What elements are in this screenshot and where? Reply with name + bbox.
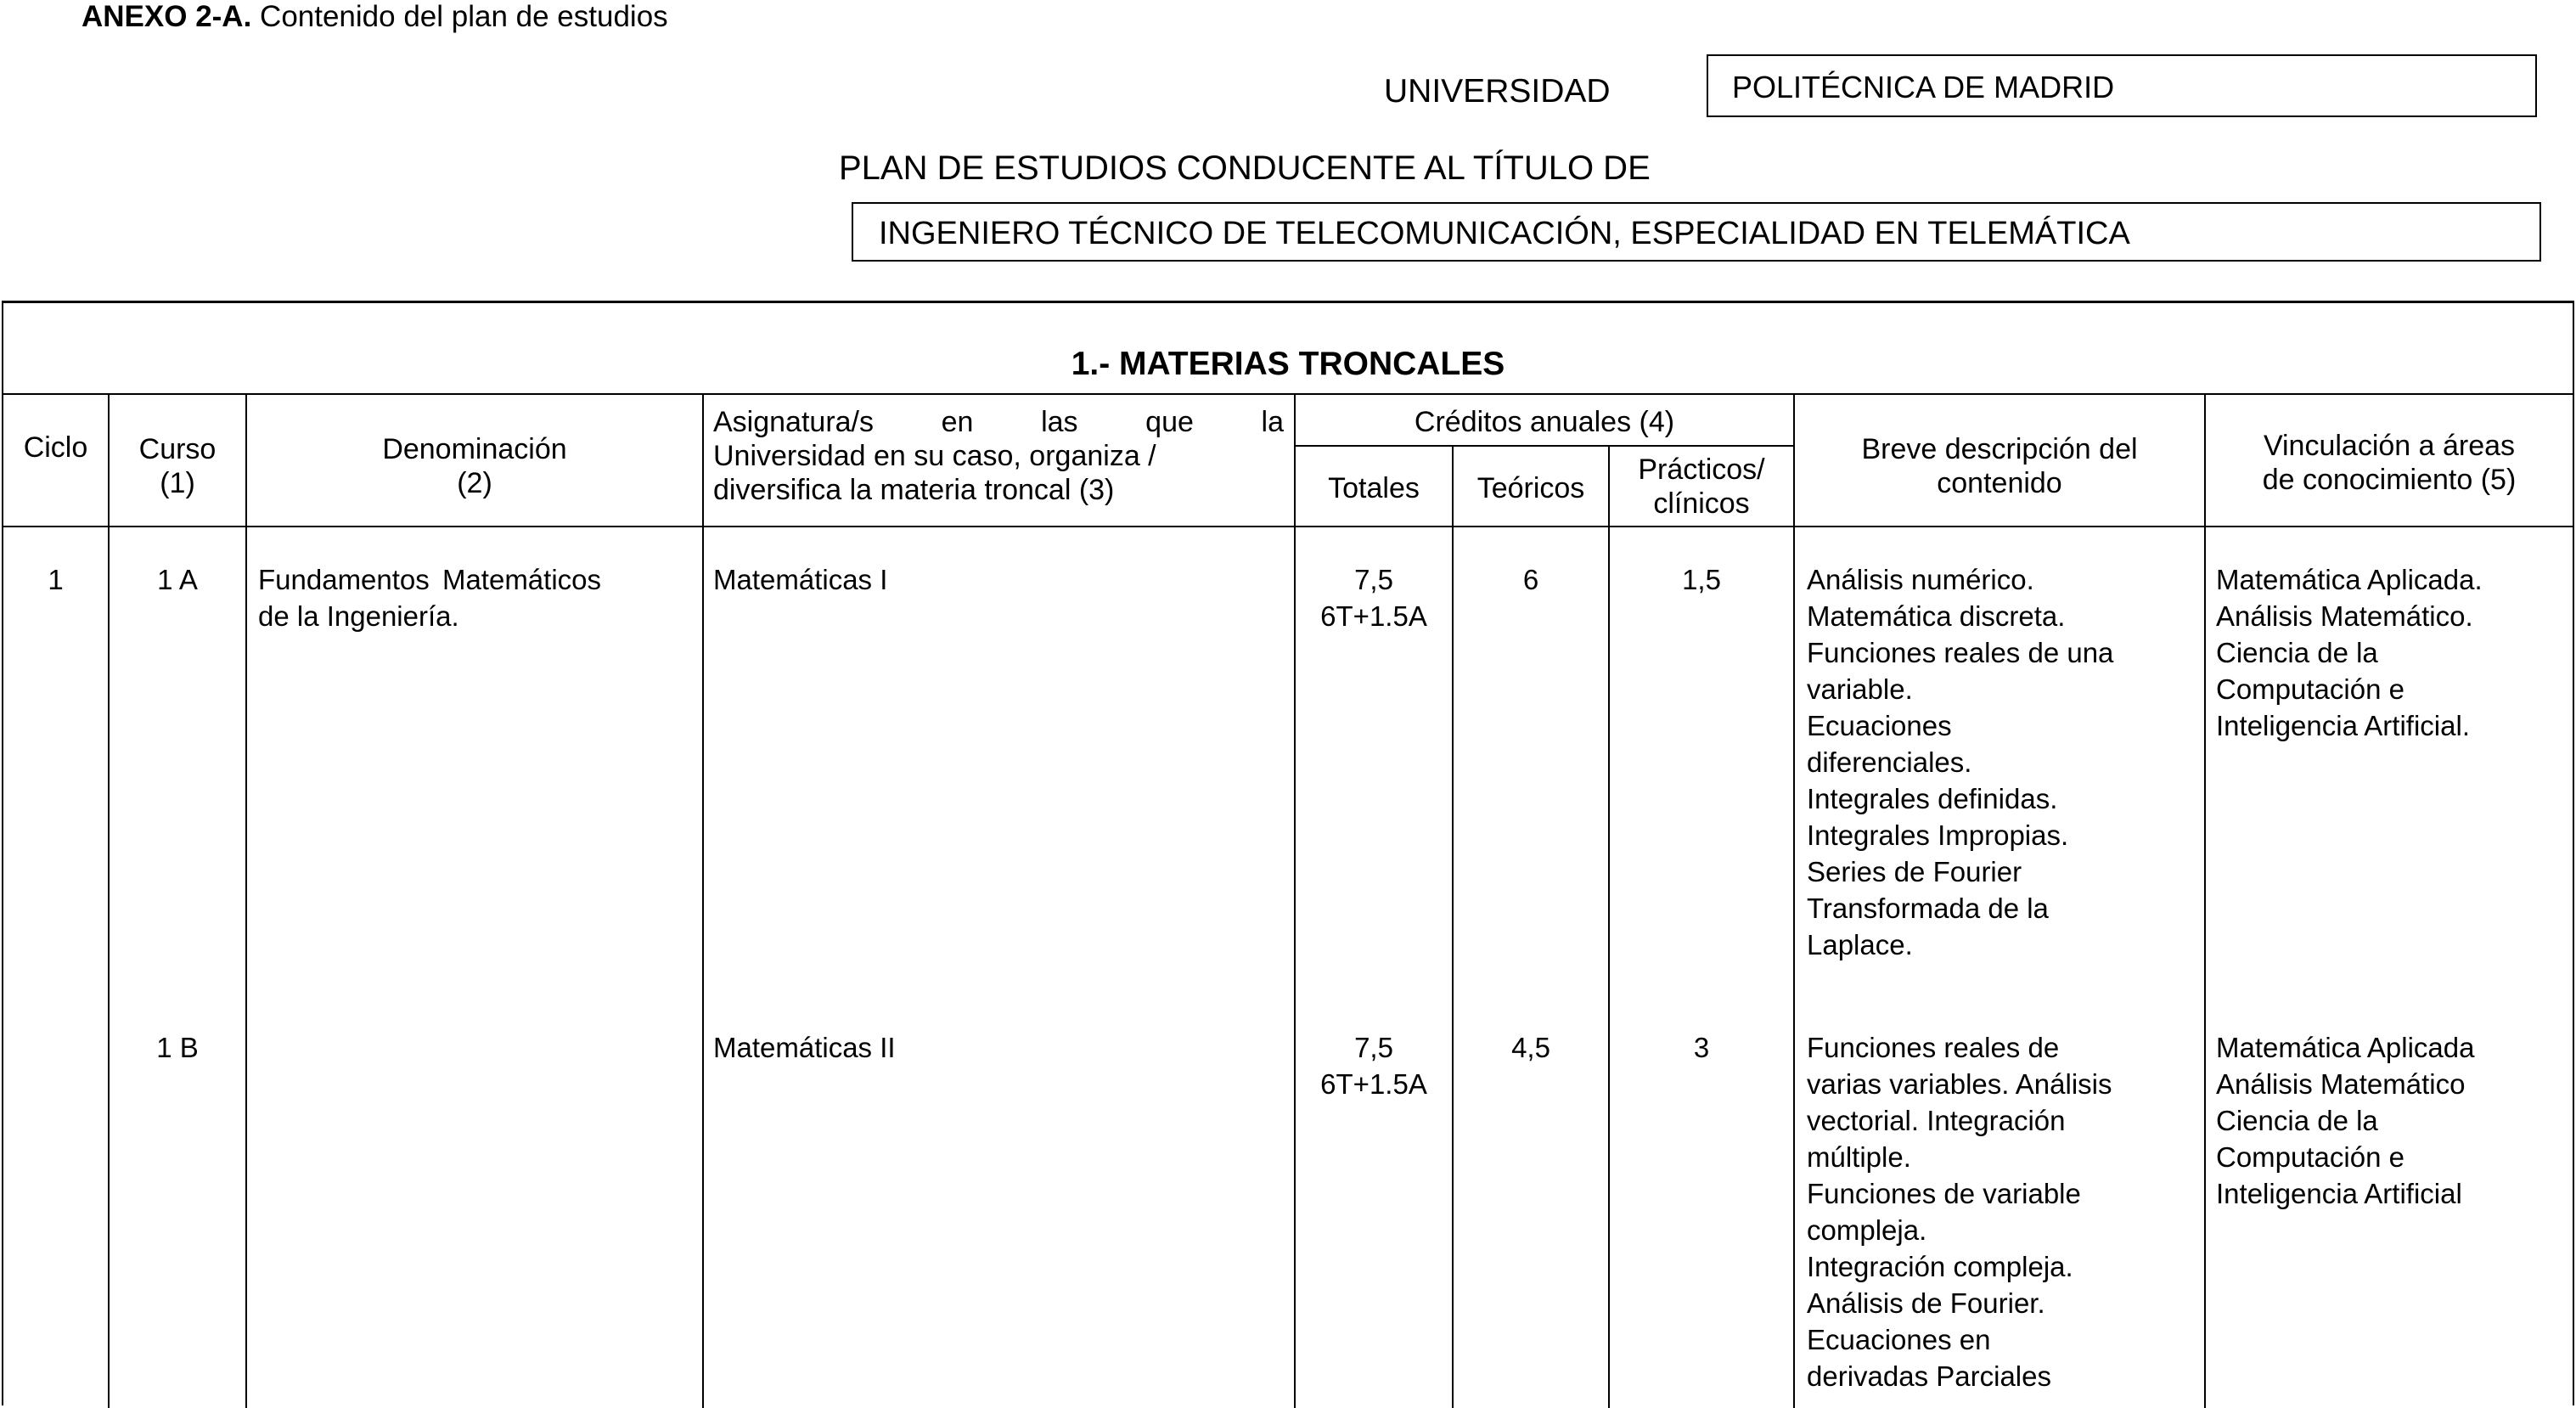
degree-value: INGENIERO TÉCNICO DE TELECOMUNICACIÓN, ESPECIALIDAD EN TELEMÁTICA [879,216,2130,251]
header-asignatura-word: la [1261,406,1284,438]
description-line: Ecuaciones [1807,710,1952,741]
description-line: compleja. [1807,1214,1927,1246]
row2-asignatura: Matemáticas II [713,1032,896,1063]
header-ciclo: Ciclo [23,431,88,464]
degree-field [852,202,2541,262]
header-descripcion-line2: contenido [1937,467,2062,499]
row1-curso: 1 A [157,564,198,595]
description-line: Análisis numérico. [1807,564,2034,595]
row1-practicos: 1,5 [1682,564,1721,595]
header-curso [110,432,245,500]
area-line: Computación e [2216,673,2404,705]
university-field [1707,54,2537,117]
header-asignatura-line2: Universidad en su caso, organiza / [713,440,1156,472]
description-line: Funciones de variable [1807,1178,2081,1209]
annex-number: ANEXO 2-A. [82,0,252,33]
description-line: Funciones reales de [1807,1032,2060,1063]
header-totales: Totales [1328,472,1420,504]
header-asignatura-line3: diversifica la materia troncal (3) [713,474,1115,506]
description-line: diferenciales. [1807,746,1972,778]
area-line: Computación e [2216,1141,2404,1173]
header-descripcion [1795,432,2204,500]
troncales-table [2,301,2574,1405]
header-denominacion [247,432,702,500]
description-line: Laplace. [1807,929,1913,960]
row1-descripcion [1807,561,2202,963]
description-line: variable. [1807,673,1913,705]
description-line: Funciones reales de una [1807,637,2114,668]
row1-vinculacion [2216,561,2573,744]
area-line: Análisis Matemático [2216,1068,2466,1100]
row1-ciclo: 1 [48,564,64,595]
section-title-text: 1.- MATERIAS TRONCALES [1071,346,1505,382]
table-divider [3,526,2573,527]
table-divider [3,393,2573,395]
header-asignatura-word: en [941,406,974,438]
description-line: derivadas Parciales [1807,1360,2051,1392]
header-asignatura [713,405,1284,507]
plan-label: PLAN DE ESTUDIOS CONDUCENTE AL TÍTULO DE [839,149,1651,187]
description-line: Análisis de Fourier. [1807,1287,2045,1319]
description-line: vectorial. Integración [1807,1105,2066,1136]
annex-subtitle: Contenido del plan de estudios [251,0,668,33]
header-vinculacion-line2: de conocimiento (5) [2262,464,2517,496]
university-value: POLITÉCNICA DE MADRID [1732,70,2115,104]
column-divider [1294,393,1296,1408]
row2-practicos: 3 [1693,1032,1710,1063]
row1-asignatura: Matemáticas I [713,564,888,595]
description-line: Series de Fourier [1807,856,2022,887]
area-line: Inteligencia Artificial [2216,1178,2462,1209]
area-line: Matemática Aplicada [2216,1032,2475,1063]
section-title [3,346,2573,383]
row2-totales-value: 7,5 [1354,1032,1393,1063]
area-line: Análisis Matemático. [2216,600,2473,632]
header-vinculacion-line1: Vinculación a áreas [2263,430,2516,462]
row2-totales-breakdown: 6T+1.5A [1320,1068,1427,1100]
header-practicos-line1: Prácticos/ [1638,453,1765,486]
header-practicos [1610,453,1793,521]
header-curso-line2: (1) [160,467,195,499]
description-line: Integración compleja. [1807,1251,2073,1282]
row1-teoricos: 6 [1522,564,1539,595]
annex-title [82,0,668,34]
row1-totales-value: 7,5 [1354,564,1393,595]
description-line: Integrales definidas. [1807,783,2058,814]
header-asignatura-word: las [1041,406,1078,438]
description-line: Transformada de la [1807,893,2049,924]
row2-vinculacion [2216,1029,2573,1212]
header-asignatura-word: Asignatura/s [713,406,874,438]
description-line: Integrales Impropias. [1807,819,2069,851]
row2-curso: 1 B [156,1032,199,1063]
header-practicos-line2: clínicos [1653,487,1750,520]
column-divider [1793,393,1795,1408]
row1-denominacion-line2: de la Ingeniería. [258,600,459,632]
column-divider [245,393,247,1408]
description-line: Matemática discreta. [1807,600,2066,632]
header-denominacion-line1: Denominación [382,433,567,465]
header-creditos: Créditos anuales (4) [1414,406,1675,438]
row1-denominacion [258,561,696,634]
header-descripcion-line1: Breve descripción del [1861,433,2138,465]
row1-denominacion-line1: Fundamentos Matemáticos [258,564,602,595]
column-divider [702,393,704,1408]
header-denominacion-line2: (2) [457,467,492,499]
header-asignatura-line1 [713,405,1284,439]
description-line: Ecuaciones en [1807,1324,1991,1355]
column-divider [2204,393,2206,1408]
column-divider [108,393,110,1408]
header-curso-line1: Curso [138,433,217,465]
description-line: múltiple. [1807,1141,1911,1173]
area-line: Ciencia de la [2216,637,2378,668]
area-line: Inteligencia Artificial. [2216,710,2470,741]
row1-totales [1296,561,1452,634]
header-teoricos: Teóricos [1476,472,1585,504]
row2-descripcion [1807,1029,2202,1394]
header-asignatura-word: que [1145,406,1194,438]
row2-totales [1296,1029,1452,1102]
row1-totales-breakdown: 6T+1.5A [1320,600,1427,632]
row2-teoricos: 4,5 [1511,1032,1550,1063]
header-vinculacion [2206,429,2573,497]
description-line: varias variables. Análisis [1807,1068,2112,1100]
table-divider [1296,445,1795,447]
area-line: Matemática Aplicada. [2216,564,2483,595]
university-label: UNIVERSIDAD [1384,73,1611,110]
area-line: Ciencia de la [2216,1105,2378,1136]
